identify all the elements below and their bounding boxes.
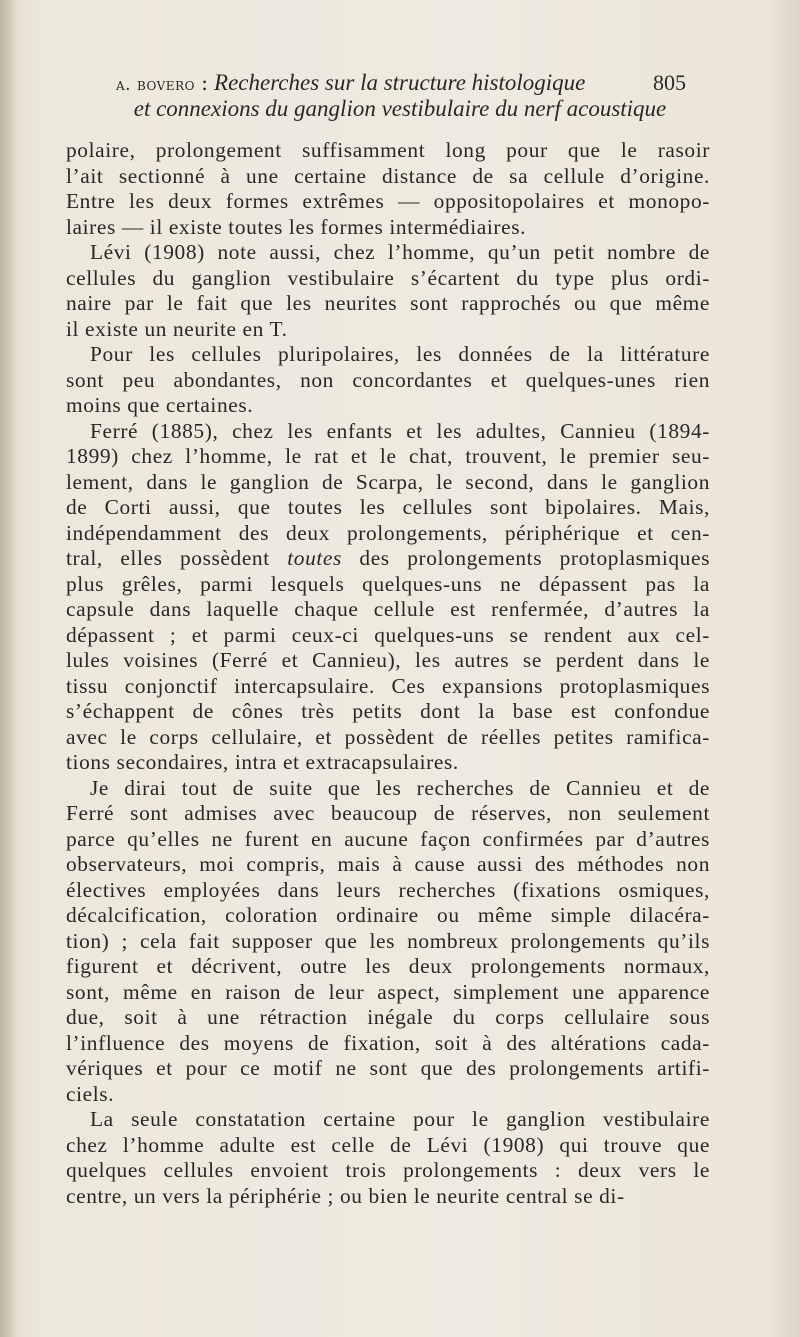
text-line: La seule constatation certaine pour le ganglion vestibulaire (90, 1107, 710, 1131)
body-text (66, 138, 710, 1209)
text-line: naire par le fait que les neurites sont rapprochés ou que même (66, 291, 710, 315)
text-line: il existe un neurite en T. (66, 316, 288, 341)
text-line: laires — il existe toutes les formes intermédiaires. (66, 214, 527, 239)
binding-edge-shadow (0, 0, 18, 1337)
text-line: indépendamment des deux prolongements, périphérique et cen- (66, 520, 710, 545)
text-line: lement, dans le ganglion de Scarpa, le second, dans le ganglion (66, 469, 710, 494)
running-title-part-1: Recherches sur la structure histologique (214, 70, 586, 95)
text-line: Pour les cellules pluripolaires, les données de la littérature (90, 342, 710, 366)
text-line: de Corti aussi, que toutes les cellules sont bipolaires. Mais, (66, 495, 710, 519)
text-line: tions secondaires, intra et extracapsulaires. (66, 750, 459, 774)
text-line: plus grêles, parmi lesquels quelques-uns ne dépassent pas la (66, 571, 710, 596)
text-line-segment: tral, elles possèdent (66, 546, 288, 570)
text-line: cellules du ganglion vestibulaire s’écartent du type plus ordi- (66, 265, 710, 290)
text-line: due, soit à une rétraction inégale du corps cellulaire sous (66, 1005, 710, 1029)
text-line: ciels. (66, 1081, 115, 1106)
text-line: tissu conjonctif intercapsulaire. Ces expansions protoplasmiques (66, 673, 710, 698)
text-line: Entre les deux formes extrêmes — oppositopolaires et monopo- (66, 189, 710, 213)
text-line: moins que certaines. (66, 393, 254, 417)
text-line: capsule dans laquelle chaque cellule est renfermée, d’autres la (66, 597, 710, 621)
text-line: Lévi (1908) note aussi, chez l’homme, qu’un petit nombre de (90, 240, 710, 264)
text-line: Ferré sont admises avec beaucoup de réserves, non seulement (66, 801, 710, 825)
text-line: avec le corps cellulaire, et possèdent de réelles petites ramifica- (66, 724, 710, 749)
text-line: figurent et décrivent, outre les deux prolongements normaux, (66, 954, 710, 978)
running-title-part-2: et connexions du ganglion vestibulaire du nerf acoustique (133, 96, 667, 121)
text-line: quelques cellules envoient trois prolongements : deux vers le (66, 1158, 710, 1182)
text-line: Ferré (1885), chez les enfants et les adultes, Cannieu (1894- (90, 418, 710, 443)
text-line (66, 546, 710, 572)
text-line: 1899) chez l’homme, le rat et le chat, trouvent, le premier seu- (66, 444, 710, 468)
text-line: chez l’homme adulte est celle de Lévi (1908) qui trouve que (66, 1132, 710, 1157)
page-number: 805 (653, 70, 686, 95)
text-line: observateurs, moi compris, mais à cause aussi des méthodes non (66, 852, 710, 876)
text-line: l’ait sectionné à une certaine distance de sa cellule d’origine. (66, 163, 710, 188)
emphasized-word: toutes (287, 546, 342, 570)
text-line: polaire, prolongement suffisamment long pour que le rasoir (66, 138, 710, 162)
text-line: s’échappent de cônes très petits dont la base est confondue (66, 699, 710, 723)
running-header-line-1 (116, 70, 686, 98)
text-line: parce qu’elles ne furent en aucune façon confirmées par d’autres (66, 826, 710, 851)
text-line: Je dirai tout de suite que les recherches de Cannieu et de (90, 775, 710, 800)
text-line: centre, un vers la périphérie ; ou bien le neurite central se di- (66, 1183, 625, 1208)
header-separator: : (200, 71, 209, 95)
text-line: sont peu abondantes, non concordantes et quelques-unes rien (66, 367, 710, 392)
text-line: décalcification, coloration ordinaire ou même simple dilacéra- (66, 903, 710, 927)
text-line: sont, même en raison de leur aspect, simplement une apparence (66, 979, 710, 1004)
text-line-segment: des prolongements protoplasmiques (341, 546, 710, 570)
text-line: électives employées dans leurs recherches (fixations osmiques, (66, 877, 710, 902)
text-line: l’influence des moyens de fixation, soit à des altérations cada- (66, 1030, 710, 1055)
author-name: a. bovero (116, 75, 195, 95)
text-line: dépassent ; et parmi ceux-ci quelques-uns se rendent aux cel- (66, 622, 710, 647)
text-line: tion) ; cela fait supposer que les nombreux prolongements qu’ils (66, 928, 710, 953)
text-line: lules voisines (Ferré et Cannieu), les autres se perdent dans le (66, 648, 710, 672)
text-line: vériques et pour ce motif ne sont que des prolongements artifi- (66, 1056, 710, 1080)
